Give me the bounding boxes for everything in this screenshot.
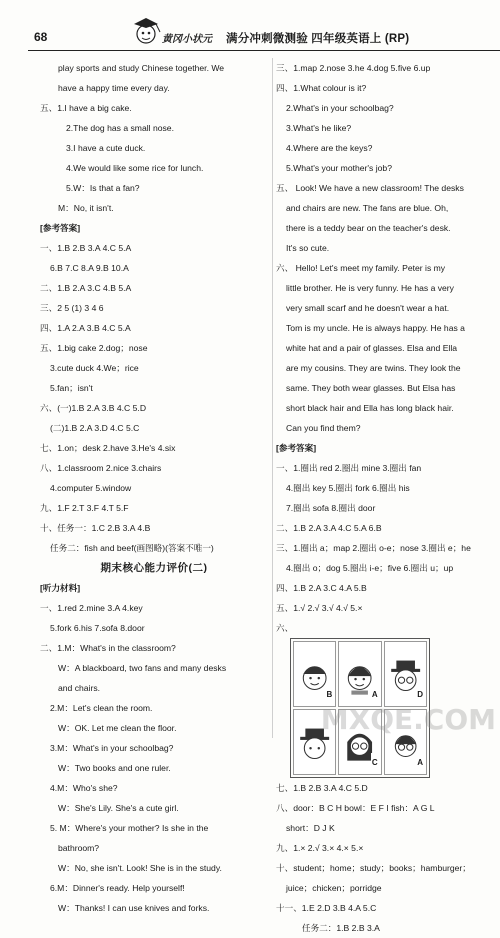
left2-line: 2.M：Let's clean the room. [50, 703, 153, 713]
left-line: 八、1.classroom 2.nice 3.chairs [40, 463, 162, 473]
left-line: play sports and study Chinese together. We [58, 63, 225, 73]
right-line: 4.圈出 o；dog 5.圈出 i-e；five 6.圈出 u；up [286, 563, 454, 573]
left-line: 3.I have a cute duck. [66, 143, 146, 153]
right2-line: short：D J K [286, 823, 335, 833]
left-line: 九、1.F 2.T 3.F 4.T 5.F [40, 503, 129, 513]
right2-line: 七、1.B 2.B 3.A 4.C 5.D [276, 783, 368, 793]
right-line: white hat and a pair of glasses. Elsa and Ella [286, 343, 458, 353]
left2-line: W：A blackboard, two fans and many desks [58, 663, 227, 673]
section-title: 期末核心能力评价(二) [100, 562, 208, 574]
left2-line: 3.M：What's in your schoolbag? [50, 743, 174, 753]
right-line: 四、1.What colour is it? [276, 83, 367, 93]
right-line: 2.What's in your schoolbag? [286, 103, 394, 113]
left-line: M：No, it isn't. [58, 203, 114, 213]
right-line: Can you find them? [286, 423, 361, 433]
family-member-picture [384, 641, 427, 707]
left2-line: 一、1.red 2.mine 3.A 4.key [40, 603, 143, 613]
figure-label: D [416, 685, 424, 705]
left-line: 一、1.B 2.B 3.A 4.C 5.A [40, 243, 132, 253]
right-line: short black hair and Ella has long black hair. [286, 403, 454, 413]
right2-line: 任务二：1.B 2.B 3.A [302, 923, 380, 933]
left-line: 4.We would like some rice for lunch. [66, 163, 204, 173]
right2-line: 十一、1.E 2.D 3.B 4.A 5.C [276, 903, 377, 913]
right2-line: 九、1.× 2.√ 3.× 4.× 5.× [276, 843, 364, 853]
right-line: 3.What's he like? [286, 123, 352, 133]
figure-label: A [416, 753, 424, 773]
right-line: 二、1.B 2.A 3.A 4.C 5.A 6.B [276, 523, 382, 533]
figure-label: C [371, 753, 379, 773]
right-line: 4.Where are the keys? [286, 143, 373, 153]
figure-label: A [371, 685, 379, 705]
left-line: 5.W：Is that a fan? [66, 183, 140, 193]
right-line: very small scarf and he doesn't wear a hat. [286, 303, 450, 313]
left-line: 6.B 7.C 8.A 9.B 10.A [50, 263, 129, 273]
left2-line: W：OK. Let me clean the floor. [58, 723, 177, 733]
left2-line: 5. M：Where's your mother? Is she in the [50, 823, 209, 833]
left-line: 六、(一)1.B 2.A 3.B 4.C 5.D [40, 403, 147, 413]
left2-line: W：Two books and one ruler. [58, 763, 171, 773]
left-line: 十、任务一：1.C 2.B 3.A 4.B [40, 523, 151, 533]
right-line: 5.What's your mother's job? [286, 163, 392, 173]
right-line: same. They both wear glasses. But Elsa has [286, 383, 456, 393]
left-line: 三、2 5 (1) 3 4 6 [40, 303, 104, 313]
left-line: 四、1.A 2.A 3.B 4.C 5.A [40, 323, 131, 333]
left2-line: W：She's Lily. She's a cute girl. [58, 803, 179, 813]
left2-line: 二、1.M：What's in the classroom? [40, 643, 176, 653]
mascot-logo-icon [128, 14, 164, 46]
right-line: 五、 Look! We have a new classroom! The desks [276, 183, 464, 193]
left-line: have a happy time every day. [58, 83, 170, 93]
left-line: 二、1.B 2.A 3.C 4.B 5.A [40, 283, 132, 293]
right-line: [参考答案] [276, 443, 317, 453]
column-divider [272, 58, 273, 738]
right-line: little brother. He is very funny. He has a very [286, 283, 454, 293]
left-line: 2.The dog has a small nose. [66, 123, 174, 133]
left-column [40, 58, 268, 918]
left-line: 5.fan；isn't [50, 383, 93, 393]
left-line: 任务二：fish and beef(画图略)(答案不唯一) [50, 543, 214, 553]
left2-line: bathroom? [58, 843, 100, 853]
family-member-picture [293, 641, 336, 707]
family-member-picture [338, 641, 381, 707]
brand-name: 黄冈小状元 [162, 34, 212, 45]
left2-line: 4.M：Who's she? [50, 783, 118, 793]
right-line: 7.圈出 sofa 8.圈出 door [286, 503, 376, 513]
page-header [0, 0, 500, 58]
right-line: 六、 Hello! Let's meet my family. Peter is my [276, 263, 446, 273]
right-line: It's so cute. [286, 243, 330, 253]
left2-line: 5.fork 6.his 7.sofa 8.door [50, 623, 145, 633]
right2-line: 八、door：B C H bowl：E F I fish：A G L [276, 803, 435, 813]
right-line: 一、1.圈出 red 2.圈出 mine 3.圈出 fan [276, 463, 422, 473]
watermark: MXQE.COM [320, 703, 496, 736]
book-title: 满分冲刺微测验 四年级英语上 (RP) [226, 33, 410, 45]
right-line: and chairs are new. The fans are blue. Oh, [286, 203, 449, 213]
left-line: 七、1.on；desk 2.have 3.He's 4.six [40, 443, 176, 453]
left2-line: and chairs. [58, 683, 101, 693]
page-number: 68 [34, 30, 48, 44]
right-line: 四、1.B 2.A 3.C 4.A 5.B [276, 583, 367, 593]
right2-line: 十、student；home；study；books；hamburger； [276, 863, 471, 873]
left2-line: 6.M：Dinner's ready. Help yourself! [50, 883, 185, 893]
right-line: there is a teddy bear on the teacher's desk. [286, 223, 451, 233]
right-column [276, 58, 498, 938]
left-line: 五、1.I have a big cake. [40, 103, 132, 113]
left-line: (二)1.B 2.A 3.D 4.C 5.C [50, 423, 140, 433]
left2-line: W：Thanks! I can use knives and forks. [58, 903, 210, 913]
left-line: 3.cute duck 4.We；rice [50, 363, 139, 373]
right-line: 三、1.圈出 a；map 2.圈出 o-e；nose 3.圈出 e；he [276, 543, 471, 553]
left-line: 4.computer 5.window [50, 483, 132, 493]
left-line: 五、1.big cake 2.dog；nose [40, 343, 148, 353]
header-rule [28, 50, 500, 51]
right-line: 三、1.map 2.nose 3.he 4.dog 5.five 6.up [276, 63, 431, 73]
left2-line: [听力材料] [40, 583, 81, 593]
figure-label: B [326, 685, 334, 705]
right-line: 五、1.√ 2.√ 3.√ 4.√ 5.× [276, 603, 363, 613]
left-line: [参考答案] [40, 223, 81, 233]
right-line: Tom is my uncle. He is always happy. He has a [286, 323, 465, 333]
right-line: 4.圈出 key 5.圈出 fork 6.圈出 his [286, 483, 410, 493]
right-line: are my cousins. They are twins. They look the [286, 363, 461, 373]
right2-line: juice；chicken；porridge [286, 883, 382, 893]
right-line: 六、 [276, 623, 294, 633]
left2-line: W：No, she isn't. Look! She is in the study. [58, 863, 222, 873]
